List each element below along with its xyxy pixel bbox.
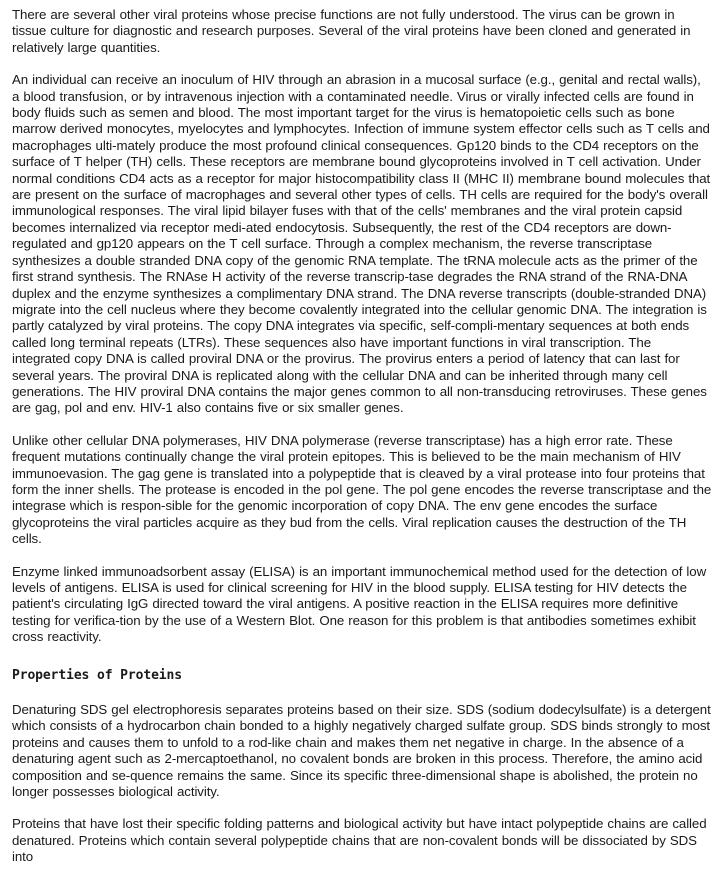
section-heading: Properties of Proteins bbox=[12, 667, 182, 683]
paragraph-hiv-infection: An individual can receive an inoculum of HIV through an abrasion in a mucosal surface (e.g., genital and rectal walls), a blood transfusion, or by intravenous injection with a contaminated needle. Virus or virally infected cells are found in body fluids such as semen and blood. The most important target for the virus is hematopoietic cells such as bone marrow derived monocytes, myelocytes and lymphocytes. Infection of immune system effector cells such as T cells and macrophages ulti-mately produce the most profound clinical consequences. Gp120 binds to the CD4 receptors on the surface of T helper (TH) cells. These receptors are membrane bound glycoproteins involved in T cell activation. Under normal conditions CD4 acts as a receptor for major histocompatibility class II (MHC II) membrane bound molecules that are present on the surface of macrophages and several other types of cells. TH cells are required for the body's overall immunological responses. The viral lipid bilayer fuses with that of the cells' membranes and the viral protein capsid becomes internalized via receptor medi-ated endocytosis. Subsequently, the rest of the CD4 receptors are down-regulated and gp120 appears on the T cell surface. Through a complex mechanism, the reverse transcriptase synthesizes a double stranded DNA copy of the genomic RNA template. The tRNA molecule acts as the primer of the first strand synthesis. The RNAse H activity of the reverse transcrip-tase degrades the RNA strand of the RNA-DNA duplex and the enzyme synthesizes a complimentary DNA strand. The DNA reverse transcripts (double-stranded DNA) migrate into the cell nucleus where they become covalently integrated into the cellular genomic DNA. The integration is partly catalyzed by viral proteins. The copy DNA integrates via specific, self-compli-mentary sequences at both ends called long terminal repeats (LTRs). These sequences also have important functions in viral transcription. The integrated copy DNA is called proviral DNA or the provirus. The provirus enters a period of latency that can last for several years. The proviral DNA is replicated along with the cellular DNA and can be inherited through many cell generations. The HIV proviral DNA contains the major genes common to all non-transducing retroviruses. These genes are gag, pol and env. HIV-1 also contains five or six smaller genes. bbox=[12, 72, 711, 416]
paragraph-sds-electrophoresis: Denaturing SDS gel electrophoresis separates proteins based on their size. SDS (sodium dodecylsulfate) is a detergent which consists of a hydrocarbon chain bonded to a highly negatively charged sulfate group. SDS binds strongly to most proteins and causes them to unfold to a rod-like chain and makes them net negative in charge. In the absence of a denaturing agent such as 2-mercaptoethanol, no covalent bonds are broken in this process. Therefore, the amino acid composition and se-quence remains the same. Since its specific three-dimensional shape is abolished, the protein no longer possesses biological activity. bbox=[12, 702, 711, 800]
paragraph-denatured-proteins: Proteins that have lost their specific folding patterns and biological activity but have intact polypeptide chains are called denatured. Proteins which contain several polypeptide chains that are non-covalent bonds will be dissociated by SDS into bbox=[12, 816, 707, 865]
paragraph-reverse-transcriptase: Unlike other cellular DNA polymerases, HIV DNA polymerase (reverse transcriptase) has a high error rate. These frequent mutations continually change the viral protein epitopes. This is believed to be the main mechanism of HIV immunoevasion. The gag gene is translated into a polypeptide that is cleaved by a viral protease into four proteins that form the inner shells. The protease is encoded in the pol gene. The pol gene encodes the reverse transcriptase and the integrase which is respon-sible for the genomic incorporation of copy DNA. The env gene encodes the surface glycoproteins the viral particles acquire as they bud from the cells. Viral replication causes the destruction of the TH cells. bbox=[12, 432, 712, 547]
paragraph-viral-proteins: There are several other viral proteins whose precise functions are not fully understood. The virus can be grown in tissue culture for diagnostic and research purposes. Several of the viral proteins have been cloned and generated in relatively large quantities. bbox=[12, 7, 691, 55]
document-page bbox=[12, 7, 712, 882]
paragraph-elisa: Enzyme linked immunoadsorbent assay (ELISA) is an important immunochemical method used for the detection of low levels of antigens. ELISA is used for clinical screening for HIV in the blood supply. ELISA testing for HIV detects the patient's circulating IgG directed toward the viral antigens. A positive reaction in the ELISA requires more definitive testing for verifica-tion by the use of a Western Blot. One reason for this problem is that antibodies sometimes exhibit cross reactivity. bbox=[12, 563, 707, 645]
